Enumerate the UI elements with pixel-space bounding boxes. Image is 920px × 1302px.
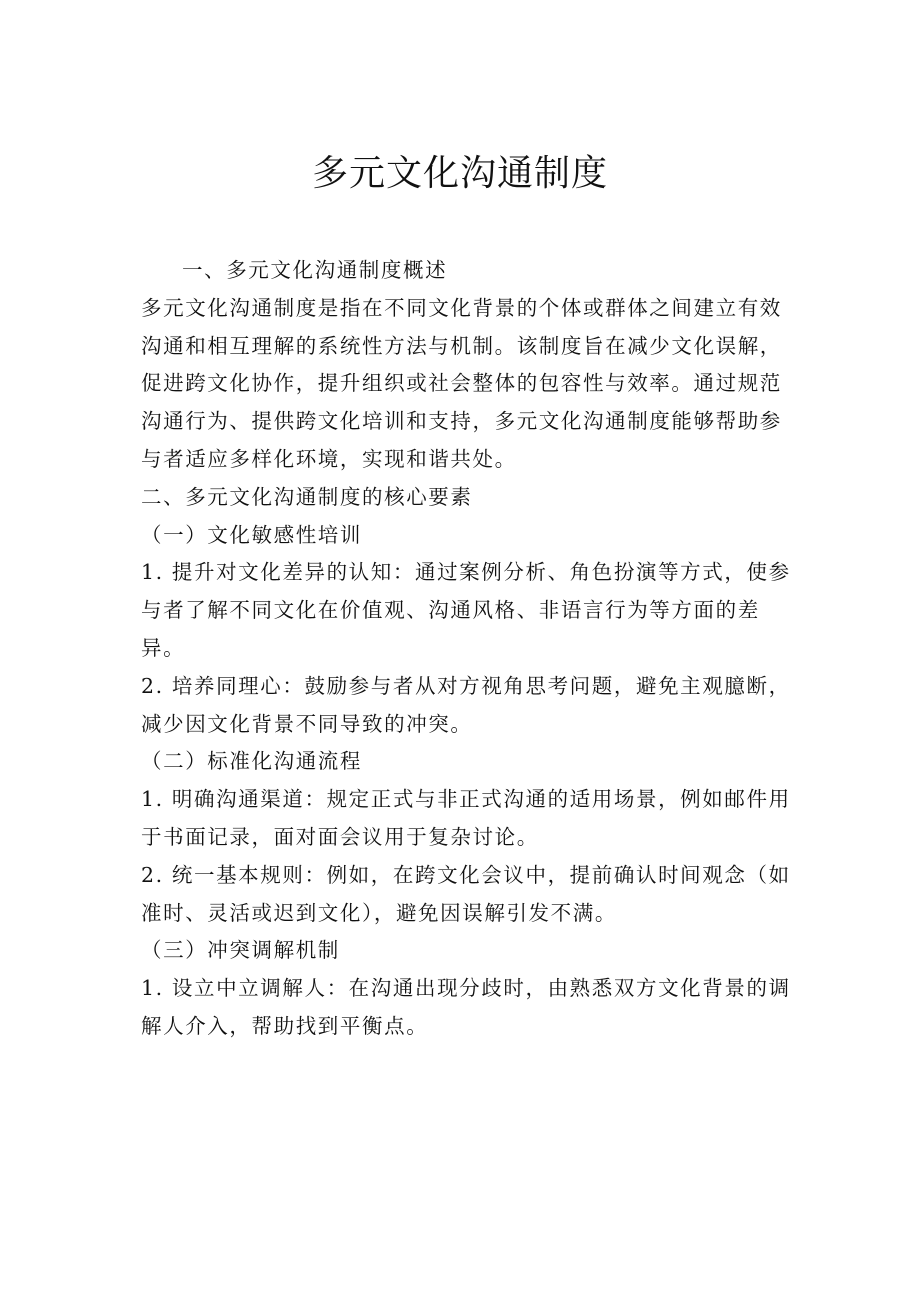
subsection-heading-conflict-mediation: （三）冲突调解机制: [141, 938, 340, 963]
text-line: 与者了解不同文化在价值观、沟通风格、非语言行为等方面的差: [141, 598, 760, 623]
text-line: 2. 培养同理心：鼓励参与者从对方视角思考问题，避免主观臆断，: [141, 673, 791, 698]
list-item: [141, 857, 791, 933]
list-item: [141, 554, 791, 667]
section-heading-overview: 一、多元文化沟通制度概述: [182, 258, 448, 282]
text-line: 于书面记录，面对面会议用于复杂讨论。: [141, 824, 539, 849]
document-body: [141, 252, 791, 1046]
text-line: 1. 明确沟通渠道：规定正式与非正式沟通的适用场景，例如邮件用: [141, 787, 791, 812]
list-item: [141, 668, 791, 744]
text-line: 1. 提升对文化差异的认知：通过案例分析、角色扮演等方式，使参: [141, 560, 791, 585]
subsection-heading-cultural-sensitivity: （一）文化敏感性培训: [141, 522, 362, 547]
section-heading-core-elements: 二、多元文化沟通制度的核心要素: [141, 484, 473, 509]
text-line: 1. 设立中立调解人：在沟通出现分歧时，由熟悉双方文化背景的调: [141, 976, 791, 1001]
overview-paragraph: [141, 290, 781, 479]
document-title: 多元文化沟通制度: [311, 153, 608, 194]
text-line: 2. 统一基本规则：例如，在跨文化会议中，提前确认时间观念（如: [141, 862, 791, 887]
text-line: 解人介入，帮助找到平衡点。: [141, 1013, 429, 1038]
text-line: 异。: [141, 635, 186, 660]
text-line: 与者适应多样化环境，实现和谐共处。: [141, 446, 517, 471]
subsection-heading-standard-process: （二）标准化沟通流程: [141, 749, 362, 774]
text-line: 促进跨文化协作，提升组织或社会整体的包容性与效率。通过规范: [141, 371, 782, 396]
list-item: [141, 781, 791, 857]
list-item: [141, 970, 791, 1046]
text-line: 沟通行为、提供跨文化培训和支持，多元文化沟通制度能够帮助参: [141, 409, 782, 434]
text-line: 减少因文化背景不同导致的冲突。: [141, 711, 473, 736]
text-line: 准时、灵活或迟到文化），避免因误解引发不满。: [141, 900, 617, 925]
text-line: 沟通和相互理解的系统性方法与机制。该制度旨在减少文化误解，: [141, 333, 782, 358]
text-line: 多元文化沟通制度是指在不同文化背景的个体或群体之间建立有效: [141, 295, 782, 320]
